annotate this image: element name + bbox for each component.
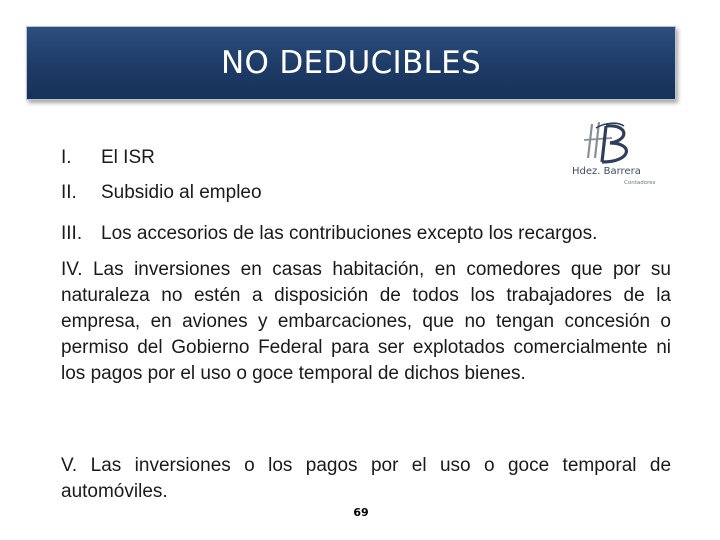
- list-item: [61, 147, 361, 171]
- item-text: Las inversiones o los pagos por el uso o goce temporal de automóviles.: [61, 455, 672, 502]
- item-text: Los accesorios de las contribuciones excepto los recargos.: [101, 223, 598, 244]
- item-numeral: IV.: [61, 259, 83, 280]
- item-numeral: I.: [61, 147, 72, 168]
- slide-title: NO DEDUCIBLES: [221, 44, 481, 81]
- item-text: Subsidio al empleo: [101, 182, 262, 203]
- list-item: [61, 223, 671, 247]
- logo-name: Hdez. Barrera: [572, 166, 641, 177]
- item-text: Las inversiones en casas habitación, en comedores que por su naturaleza no estén a disposición de todos los trabajadores de la empresa, en aviones y embarcaciones, que no tengan concesión o permiso del Gobierno Federal para ser explotados comercialmente ni los pagos por el uso o goce temporal de dichos bienes.: [61, 259, 671, 384]
- title-bar: [26, 26, 676, 100]
- logo-subtitle: Contadores: [624, 180, 656, 186]
- company-logo: [566, 118, 676, 188]
- list-item: [61, 182, 461, 206]
- item-numeral: V.: [61, 455, 78, 476]
- paragraph-item: [61, 257, 671, 387]
- item-numeral: III.: [61, 223, 83, 244]
- paragraph-item: [61, 453, 671, 505]
- item-numeral: II.: [61, 182, 77, 203]
- hb-monogram-icon: [566, 118, 676, 188]
- page-number: 69: [353, 506, 369, 519]
- item-text: El ISR: [101, 147, 155, 168]
